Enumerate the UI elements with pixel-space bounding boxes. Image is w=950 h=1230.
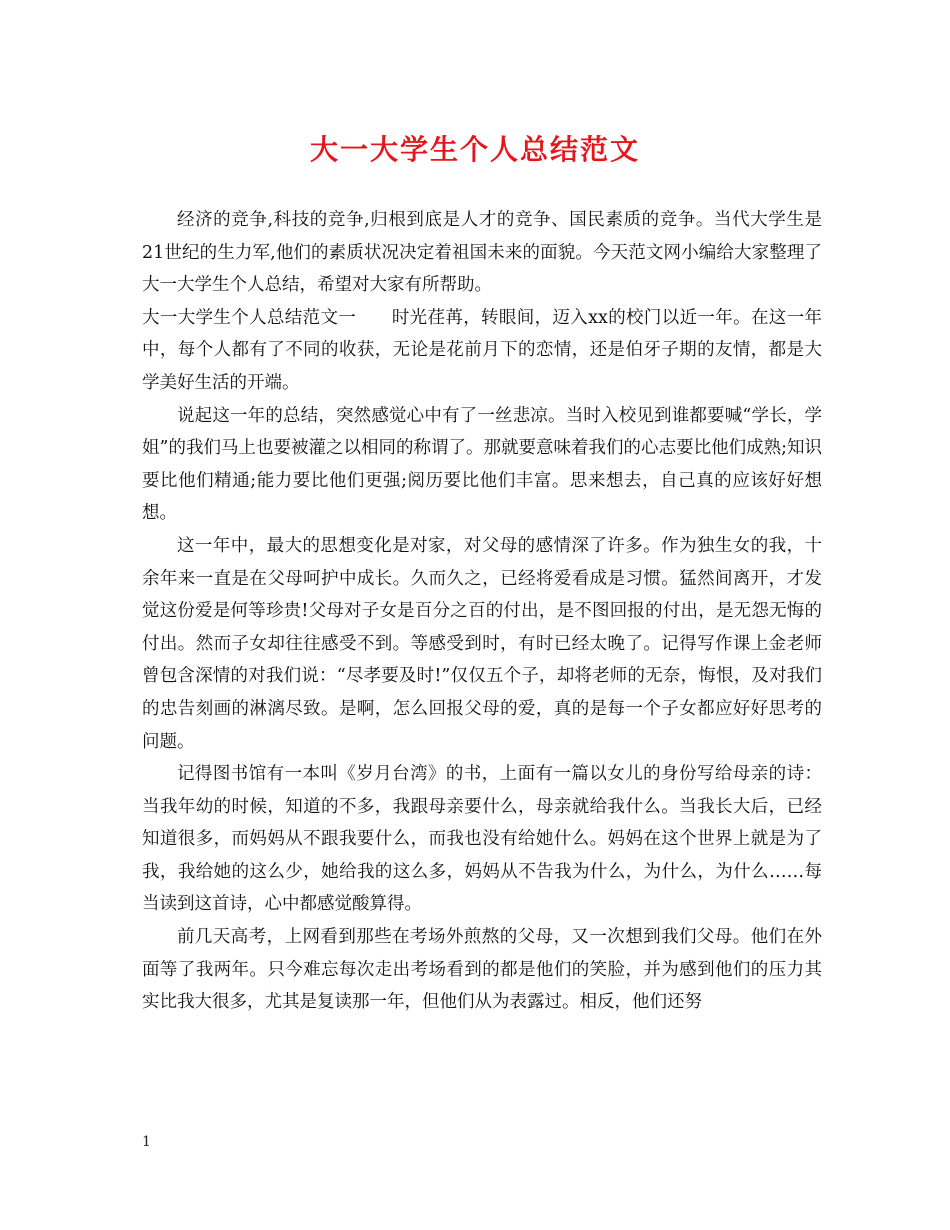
paragraph-2: 大一大学生个人总结范文一 时光荏苒，转眼间，迈入xx的校门以近一年。在这一年中，每个人都有了不同的收获，无论是花前月下的恋情，还是伯牙子期的友情，都是大学美好生活的开端。 xyxy=(142,307,822,393)
paragraph-3: 说起这一年的总结，突然感觉心中有了一丝悲凉。当时入校见到谁都要喊“学长，学姐”的我们马上也要被灌之以相同的称谓了。那就要意味着我们的心志要比他们成熟;知识要比他们精通;能力要比他们更强;阅历要比他们丰富。思来想去，自己真的应该好好想想。 xyxy=(142,405,822,524)
paragraph-1: 经济的竞争,科技的竞争,归根到底是人才的竞争、国民素质的竞争。当代大学生是21世纪的生力军,他们的素质状况决定着祖国未来的面貌。今天范文网小编给大家整理了大一大学生个人总结，希望对大家有所帮助。 xyxy=(142,210,822,296)
document-body xyxy=(142,204,822,1019)
paragraph-6: 前几天高考，上网看到那些在考场外煎熬的父母，又一次想到我们父母。他们在外面等了我两年。只今难忘每次走出考场看到的都是他们的笑脸，并为感到他们的压力其实比我大很多，尤其是复读那一年，但他们从为表露过。相反，他们还努 xyxy=(142,927,822,1013)
page-number: 1 xyxy=(142,1134,151,1150)
document-title: 大一大学生个人总结范文 xyxy=(309,133,640,166)
paragraph-5: 记得图书馆有一本叫《岁月台湾》的书，上面有一篇以女儿的身份写给母亲的诗：当我年幼的时候，知道的不多，我跟母亲要什么，母亲就给我什么。当我长大后，已经知道很多，而妈妈从不跟我要什么，而我也没有给她什么。妈妈在这个世界上就是为了我，我给她的这么少，她给我的这么多，妈妈从不告我为什么，为什么，为什么……每当读到这首诗，心中都感觉酸算得。 xyxy=(142,764,822,915)
paragraph-4: 这一年中，最大的思想变化是对家，对父母的感情深了许多。作为独生女的我，十余年来一直是在父母呵护中成长。久而久之，已经将爱看成是习惯。猛然间离开，才发觉这份爱是何等珍贵!父母对子女是百分之百的付出，是不图回报的付出，是无怨无悔的付出。然而子女却往往感受不到。等感受到时，有时已经太晚了。记得写作课上金老师曾包含深情的对我们说：“尽孝要及时!”仅仅五个子，却将老师的无奈，悔恨，及对我们的忠告刻画的淋漓尽致。是啊，怎么回报父母的爱，真的是每一个子女都应好好思考的问题。 xyxy=(142,535,822,752)
